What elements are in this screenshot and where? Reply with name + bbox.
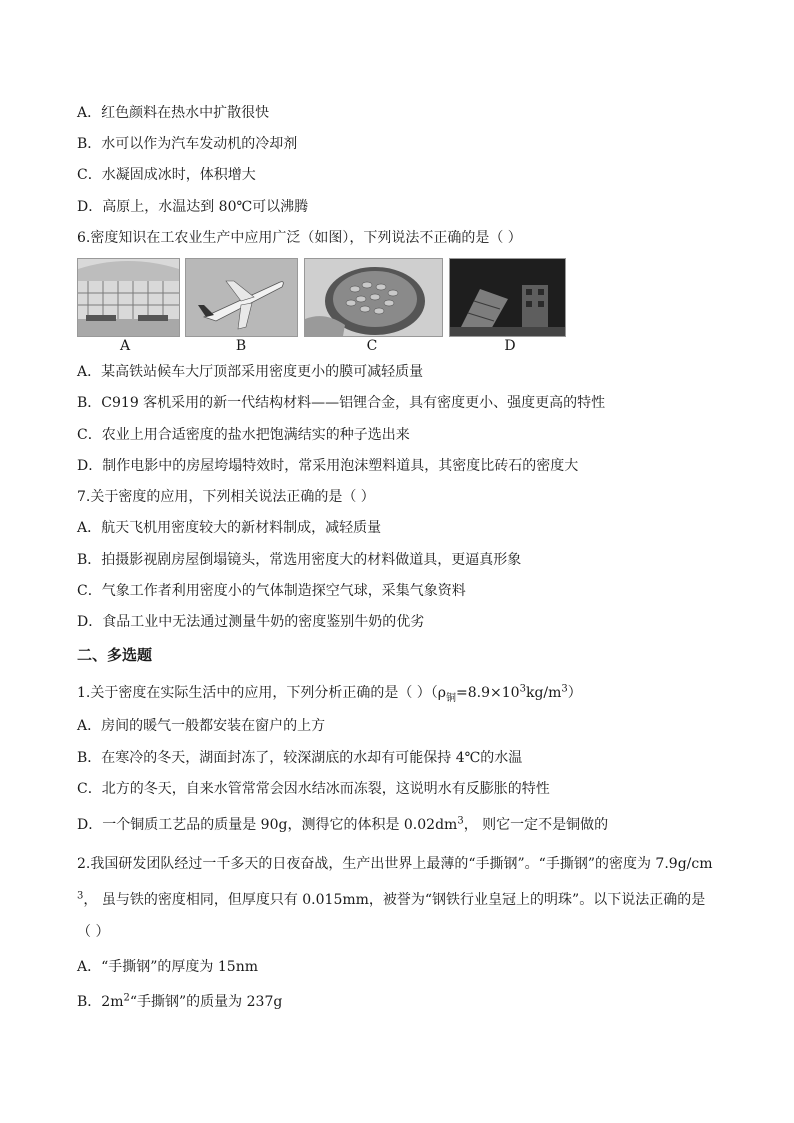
q6-stem: 6.密度知识在工农业生产中应用广泛（如图），下列说法不正确的是（ ） <box>77 230 522 246</box>
section-heading-multi-choice: 二、多选题 <box>77 646 153 664</box>
q6-caption-c: C <box>366 338 378 354</box>
q6-image-b-airplane <box>185 258 298 337</box>
m1-option-c: C．北方的冬天，自来水管常常会因水结冰而冻裂，这说明水有反膨胀的特性 <box>77 781 550 797</box>
q7-option-d: D．食品工业中无法通过测量牛奶的密度鉴别牛奶的优劣 <box>77 614 425 630</box>
q6-caption-b: B <box>235 338 247 354</box>
q6-option-b: B．C919 客机采用的新一代结构材料——铝锂合金，具有密度更小、强度更高的特性 <box>77 395 606 411</box>
m2-stem-line3: （ ） <box>77 924 110 940</box>
q6-option-c: C．农业上用合适密度的盐水把饱满结实的种子选出来 <box>77 427 410 443</box>
m1-option-d: D．一个铜质工艺品的质量是 90g，测得它的体积是 $0.02dm^3$， 则它一定不是铜做的 <box>77 815 609 833</box>
q5-option-d: D．高原上，水温达到 80℃可以沸腾 <box>77 199 309 215</box>
q7-stem: 7.关于密度的应用，下列相关说法正确的是（ ） <box>77 489 375 505</box>
q5-option-b: B．水可以作为汽车发动机的冷却剂 <box>77 136 298 152</box>
q6-caption-a: A <box>119 338 131 354</box>
m1-stem: 1.关于密度在实际生活中的应用，下列分析正确的是（ ）$(\rho_铜=8.9\times 10^3kg/m^3)$ <box>77 683 582 704</box>
m2-stem-line2: $^3$， 虽与铁的密度相同，但厚度只有 0.015mm，被誉为“钢铁行业皇冠上的明珠”。以下说法正确的是 <box>77 890 706 908</box>
m2-stem-line1: 2.我国研发团队经过一千多天的日夜奋战，生产出世界上最薄的“手撕钢”。“手撕钢”的密度为 7.9g/cm <box>77 856 713 872</box>
q7-option-c: C．气象工作者利用密度小的气体制造探空气球，采集气象资料 <box>77 583 466 599</box>
q7-option-b: B．拍摄影视剧房屋倒塌镜头，常选用密度大的材料做道具，更逼真形象 <box>77 552 522 568</box>
q5-option-a: A．红色颜料在热水中扩散很快 <box>77 105 270 121</box>
m1-option-a: A．房间的暖气一般都安装在窗户的上方 <box>77 718 326 734</box>
q7-option-a: A．航天飞机用密度较大的新材料制成，减轻质量 <box>77 520 382 536</box>
q6-image-c-seeds <box>304 258 443 337</box>
q6-image-a-station-hall <box>77 258 180 337</box>
q6-option-a: A．某高铁站候车大厅顶部采用密度更小的膜可减轻质量 <box>77 364 424 380</box>
q6-image-d-building-collapse <box>449 258 566 337</box>
m1-option-b: B．在寒冷的冬天，湖面封冻了，较深湖底的水却有可能保持 4℃的水温 <box>77 750 523 766</box>
q5-option-c: C．水凝固成冰时，体积增大 <box>77 167 256 183</box>
q6-option-d: D．制作电影中的房屋垮塌特效时，常采用泡沫塑料道具，其密度比砖石的密度大 <box>77 458 579 474</box>
m2-option-b: B．$2m^2“$手撕钢”的质量为 237g <box>77 992 283 1010</box>
q6-caption-d: D <box>504 338 516 354</box>
m2-option-a: A．“手撕钢”的厚度为 15nm <box>77 959 258 975</box>
